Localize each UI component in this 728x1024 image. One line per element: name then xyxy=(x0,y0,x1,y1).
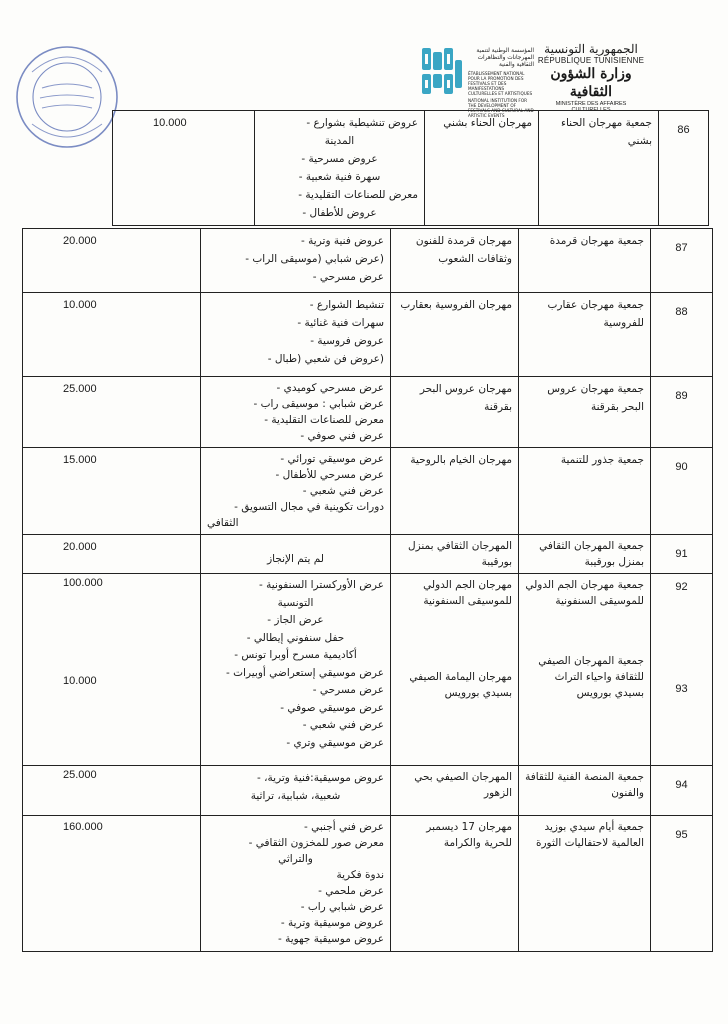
table-row xyxy=(23,377,713,448)
activity-line: عروض فنية وترية - xyxy=(301,235,384,247)
festival-name: مهرجان 17 ديسمبر للحرية والكرامة xyxy=(391,816,519,952)
activities-cell xyxy=(201,766,391,816)
activity-line: عروض موسيقية:فنية وترية، - xyxy=(257,772,384,784)
activity-line: عرض الجاز - xyxy=(267,614,324,626)
row-number: 89 xyxy=(651,377,713,448)
activities-cell xyxy=(201,377,391,448)
activity-line: عرض فني شعبي - xyxy=(302,485,384,497)
row-number: 88 xyxy=(651,293,713,377)
budget-amount: 25.000 xyxy=(23,377,201,448)
activities-cell xyxy=(201,448,391,535)
activity-line: دورات تكوينية في مجال التسويق - xyxy=(234,501,384,513)
budget-amount: 20.000 xyxy=(23,229,201,293)
activities-cell xyxy=(201,535,391,574)
activity-line: عرض مسرحي - xyxy=(312,684,384,696)
activity-line: عرض فني صوفي - xyxy=(300,430,384,442)
institution-block xyxy=(420,46,535,118)
activity-line: المدينة xyxy=(324,135,355,147)
association-name-93: جمعية المهرجان الصيفي للثقافة واحياء التراث بسيدي بورويس xyxy=(538,655,644,699)
activity-line: لم يتم الإنجاز xyxy=(267,553,324,565)
activity-line: عرض موسيقي وتري - xyxy=(286,736,384,749)
activity-line: عروض فروسية - xyxy=(310,335,384,347)
table-row xyxy=(23,293,713,377)
association-name: جمعية مهرجان الحناء بشني xyxy=(539,111,659,226)
row-number: 95 xyxy=(651,816,713,952)
activity-line: معرض صور للمخزون الثقافي - xyxy=(248,837,384,849)
table-row xyxy=(23,535,713,574)
ministry-french: MINISTÈRE DES AFFAIRES CULTURELLES xyxy=(555,101,627,113)
budget-amount: 10.000 xyxy=(23,293,201,377)
activity-line: عروض موسيقية جهوية - xyxy=(277,933,384,945)
association-name: جمعية أيام سيدي بوزيد العالمية لاحتفاليات الثورة xyxy=(519,816,651,952)
activity-line: عرض فني أجنبي - xyxy=(304,821,384,833)
institution-name-arabic: المؤسسة الوطنية لتنمية المهرجانات والتظاهرات الثقافية والفنية xyxy=(476,48,534,68)
activity-line: أكاديمية مسرح أوبرا تونس - xyxy=(234,649,357,661)
institution-name-english: NATIONAL INSTITUTION FOR THE DEVELOPMENT OF FESTIVALS AND CULTURAL AND ARTISTIC EVENTS xyxy=(468,98,534,118)
row-number: 86 xyxy=(659,111,709,226)
activity-line: ندوة فكرية xyxy=(336,869,384,881)
row-number xyxy=(651,574,713,766)
activity-line: عرض ملحمي - xyxy=(318,885,384,897)
activity-line: عروض مسرحية - xyxy=(301,153,378,165)
row-number: 91 xyxy=(651,535,713,574)
budget-amount: 20.000 xyxy=(23,535,201,574)
table-row xyxy=(23,448,713,535)
table-row xyxy=(23,816,713,952)
festival-name: المهرجان الصيفي بحي الزهور xyxy=(391,766,519,816)
activities-cell xyxy=(201,229,391,293)
republic-french: RÉPUBLIQUE TUNISIENNE xyxy=(537,56,645,65)
activity-line xyxy=(207,538,384,552)
activity-line: سهرة فنية شعبية - xyxy=(298,171,381,183)
association-name: جمعية جذور للتنمية xyxy=(519,448,651,535)
row-number: 87 xyxy=(651,229,713,293)
festival-name-93: مهرجان اليمامة الصيفي بسيدي بورويس xyxy=(409,671,512,699)
activity-line: عرض مسرحي كوميدي - xyxy=(276,382,384,394)
row-number: 90 xyxy=(651,448,713,535)
institution-name-french: ÉTABLISSEMENT NATIONAL POUR LA PROMOTION DES FESTIVALS ET DES MANIFESTATIONS CULTURELLES ET ARTISTIQUES xyxy=(468,71,533,96)
activity-line: عرض فني شعبي - xyxy=(302,719,384,731)
association-name xyxy=(519,574,651,766)
festival-name-92: مهرجان الجم الدولي للموسيقى السنفونية xyxy=(423,579,512,607)
table-row xyxy=(113,111,709,226)
official-stamp-icon xyxy=(12,42,122,152)
row-number-92: 92 xyxy=(675,581,688,593)
budget-amount xyxy=(23,574,201,766)
budget-amount-93: 10.000 xyxy=(63,675,97,687)
association-name: جمعية مهرجان عقارب للفروسية xyxy=(519,293,651,377)
association-name: جمعية مهرجان قرمدة xyxy=(519,229,651,293)
activities-cell xyxy=(201,293,391,377)
festival-name: المهرجان الثقافي بمنزل بورقيبة xyxy=(391,535,519,574)
budget-amount-92: 100.000 xyxy=(63,577,103,589)
activity-line: (عرض شبابي (موسيقى الراب - xyxy=(245,253,384,265)
activity-line: عرض مسرحي للأطفال - xyxy=(275,469,384,481)
festival-name: مهرجان الحناء بشني xyxy=(425,111,539,226)
association-name: جمعية مهرجان عروس البحر بقرقنة xyxy=(519,377,651,448)
budget-amount: 160.000 xyxy=(23,816,201,952)
activity-line: معرض للصناعات التقليدية - xyxy=(298,189,418,201)
festival-name: مهرجان الفروسية بعقارب xyxy=(391,293,519,377)
activity-line: عرض مسرحي - xyxy=(312,271,384,283)
budget-amount: 15.000 xyxy=(23,448,201,535)
festival-name xyxy=(391,574,519,766)
institution-name xyxy=(468,48,534,118)
budget-amount: 10.000 xyxy=(113,111,255,226)
festival-table-top xyxy=(112,110,709,226)
ministry-arabic: وزارة الشؤون الثقافية xyxy=(550,66,632,100)
activity-line: عرض موسيقي إستعراضي أوبيرات - xyxy=(226,666,384,679)
activity-line: عرض موسيقي صوفي - xyxy=(280,701,384,714)
activity-line: عروض للأطفال - xyxy=(302,207,377,219)
activity-line: الثقافي xyxy=(207,517,239,529)
activity-line: عرض الأوركسترا السنفونية - xyxy=(259,579,384,591)
ministry-header xyxy=(536,42,646,113)
activity-line: معرض للصناعات التقليدية - xyxy=(264,414,384,426)
activity-line: (عروض فن شعبي (طبال - xyxy=(267,353,384,365)
activity-line: والتراثي xyxy=(278,853,313,865)
association-name: جمعية المنصة الفنية للثقافة والفنون xyxy=(519,766,651,816)
activities-cell xyxy=(201,574,391,766)
activity-line: عرض موسيقي تورائي - xyxy=(280,453,384,465)
row-number: 94 xyxy=(651,766,713,816)
republic-arabic: الجمهورية التونسية xyxy=(544,42,638,56)
budget-amount: 25.000 xyxy=(23,766,201,816)
festival-name: مهرجان قرمدة للفنون وثقافات الشعوب xyxy=(391,229,519,293)
activity-line: عروض تنشيطية بشوارع - xyxy=(306,117,418,129)
activity-line: سهرات فنية غنائية - xyxy=(297,317,384,329)
festival-name: مهرجان الخيام بالروحية xyxy=(391,448,519,535)
festival-name: مهرجان عروس البحر بقرقنة xyxy=(391,377,519,448)
festival-table xyxy=(22,228,713,952)
activity-line: عروض موسيقية وترية - xyxy=(280,917,384,929)
activity-line: التونسية xyxy=(277,596,314,609)
table-row xyxy=(23,229,713,293)
table-row xyxy=(23,574,713,766)
row-number-93: 93 xyxy=(675,683,688,695)
institution-logo-icon xyxy=(420,46,464,98)
activity-line: عرض شبابي راب - xyxy=(300,901,384,913)
association-name-92: جمعية مهرجان الجم الدولي للموسيقى السنفونية xyxy=(525,579,644,607)
activity-line: حفل سنفوني إيطالي - xyxy=(246,631,345,644)
activities-cell xyxy=(201,816,391,952)
activity-line: تنشيط الشوارع - xyxy=(309,299,384,311)
activity-line: عرض شبابي : موسيقى راب - xyxy=(253,398,384,410)
activity-line: شعبية، شبابية، تراثية xyxy=(250,790,341,802)
table-row xyxy=(23,766,713,816)
activities-cell xyxy=(255,111,425,226)
association-name: جمعية المهرجان الثقافي بمنزل بورقيبة xyxy=(519,535,651,574)
